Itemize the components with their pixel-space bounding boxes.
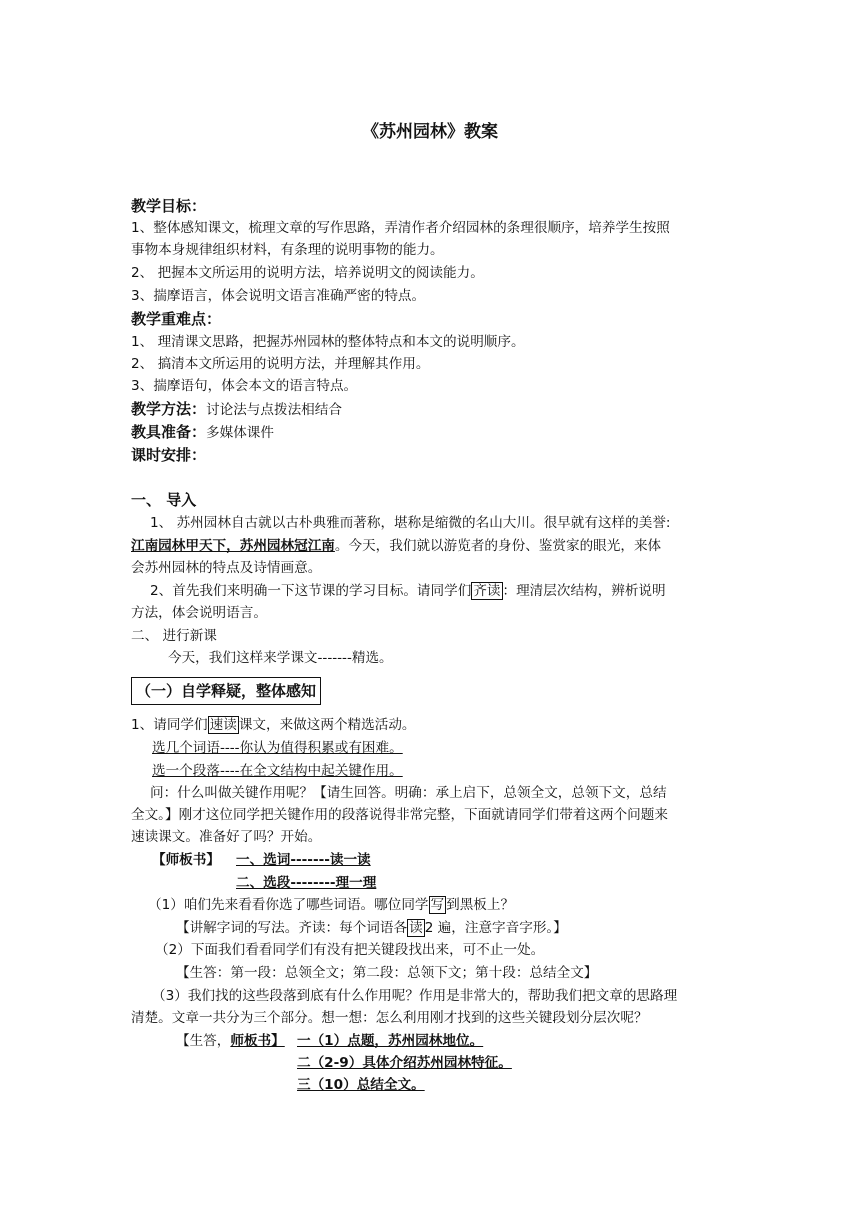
section1-s1 — [148, 894, 514, 916]
section1-heading: （一）自学释疑，整体感知 — [131, 677, 321, 705]
board-item-1: 一、选词-------读一读 — [236, 852, 371, 868]
section1-q3: 速读课文。准备好了吗？开始。 — [131, 829, 322, 845]
goals-item-1a: 1、整体感知课文，梳理文章的写作思路，弄清作者介绍园林的条理很顺序，培养学生按照 — [131, 220, 670, 236]
tools-label: 教具准备： — [131, 423, 207, 441]
goals-item-2: 2、 把握本文所运用的说明方法，培养说明文的阅读能力。 — [131, 265, 484, 281]
intro-p1c: 会苏州园林的特点及诗情画意。 — [131, 560, 322, 576]
intro-heading: 一、 导入 — [131, 491, 197, 509]
answer-board-label: 师板书】 — [230, 1033, 285, 1049]
section1-s1-box: 写 — [430, 897, 445, 913]
section1-s1-note-box: 读 — [409, 920, 423, 936]
intro-p2a: 2、首先我们来明确一下这节课的学习目标。请同学们 — [150, 583, 472, 599]
intro-p1b: 。今天，我们就以游览者的身份、鉴赏家的眼光，来体 — [334, 538, 662, 554]
answer-prefix: 【生答， — [176, 1033, 231, 1049]
answer-line — [176, 1030, 285, 1052]
section1-s3a: （3）我们找的这些段落到底有什么作用呢？作用是非常大的，帮助我们把文章的思路理 — [152, 988, 678, 1004]
newlesson-heading: 二、 进行新课 — [131, 628, 217, 644]
intro-p1a: 1、 苏州园林自古就以古朴典雅而著称，堪称是缩微的名山大川。很早就有这样的美誉: — [150, 515, 671, 531]
board-label: 【师板书】 — [152, 852, 220, 868]
section1-s1b: 到黑板上？ — [446, 897, 515, 913]
section1-l3: 选一个段落----在全文结构中起关键作用。 — [152, 763, 403, 779]
intro-p2-box: 齐读 — [473, 583, 501, 599]
goals-heading: 教学目标： — [131, 197, 207, 215]
keypoints-item-3: 3、揣摩语句，体会本文的语言特点。 — [131, 378, 358, 394]
method-line — [131, 398, 342, 421]
method-value: 讨论法与点拨法相结合 — [206, 402, 342, 418]
section1-s1-note-b: 2 遍，注意字音字形。】 — [424, 920, 567, 936]
intro-p2c: 方法，体会说明语言。 — [131, 605, 267, 621]
keypoints-heading: 教学重难点： — [131, 310, 222, 328]
section1-s3b: 清楚。文章一共分为三个部分。想一想：怎么利用刚才找到的这些关键段划分层次呢？ — [131, 1010, 648, 1026]
document-title: 《苏州园林》教案 — [362, 122, 498, 142]
section1-s1a: （1）咱们先来看看你选了哪些词语。哪位同学 — [148, 897, 429, 913]
intro-quote: 江南园林甲天下，苏州园林冠江南 — [131, 538, 335, 554]
section1-s1-note — [176, 917, 567, 939]
section1-l2: 选几个词语----你认为值得积累或有困难。 — [152, 740, 403, 756]
schedule-label: 课时安排： — [131, 446, 207, 464]
method-label: 教学方法： — [131, 400, 207, 418]
tools-line — [131, 421, 274, 444]
section1-q1: 问：什么叫做关键作用呢？【请生回答。明确：承上启下，总领全文，总领下文，总结 — [150, 785, 667, 801]
section1-s2-answer: 【生答：第一段：总领全文；第二段：总领下文；第十段：总结全文】 — [176, 965, 598, 981]
part-2: 二（2-9）具体介绍苏州园林特征。 — [297, 1055, 512, 1071]
goals-item-3: 3、揣摩语言，体会说明文语言准确严密的特点。 — [131, 288, 426, 304]
intro-p2-line — [150, 580, 666, 602]
section1-s1-note-a: 【讲解字词的写法。齐读：每个词语各 — [176, 920, 408, 936]
tools-value: 多媒体课件 — [206, 425, 274, 441]
section1-l1b: 课文，来做这两个精选活动。 — [238, 717, 416, 733]
part-1: 一（1）点题，苏州园林地位。 — [297, 1033, 484, 1049]
section1-line1 — [131, 714, 416, 736]
intro-p1b-line — [131, 535, 661, 557]
intro-p2b: ：理清层次结构，辨析说明 — [502, 583, 666, 599]
section1-l1-box: 速读 — [209, 717, 237, 733]
section1-s2: （2）下面我们看看同学们有没有把关键段找出来，可不止一处。 — [155, 942, 545, 958]
newlesson-intro: 今天，我们这样来学课文-------精选。 — [168, 650, 393, 666]
section1-q2: 全文。】刚才这位同学把关键作用的段落说得非常完整，下面就请同学们带着这两个问题来 — [131, 807, 668, 823]
part-3: 三（10）总结全文。 — [297, 1077, 425, 1093]
keypoints-item-1: 1、 理清课文思路，把握苏州园林的整体特点和本文的说明顺序。 — [131, 334, 525, 350]
section1-l1a: 1、请同学们 — [131, 717, 208, 733]
keypoints-item-2: 2、 搞清本文所运用的说明方法，并理解其作用。 — [131, 356, 430, 372]
board-item-2: 二、选段--------理一理 — [236, 875, 377, 891]
goals-item-1b: 事物本身规律组织材料，有条理的说明事物的能力。 — [131, 242, 444, 258]
